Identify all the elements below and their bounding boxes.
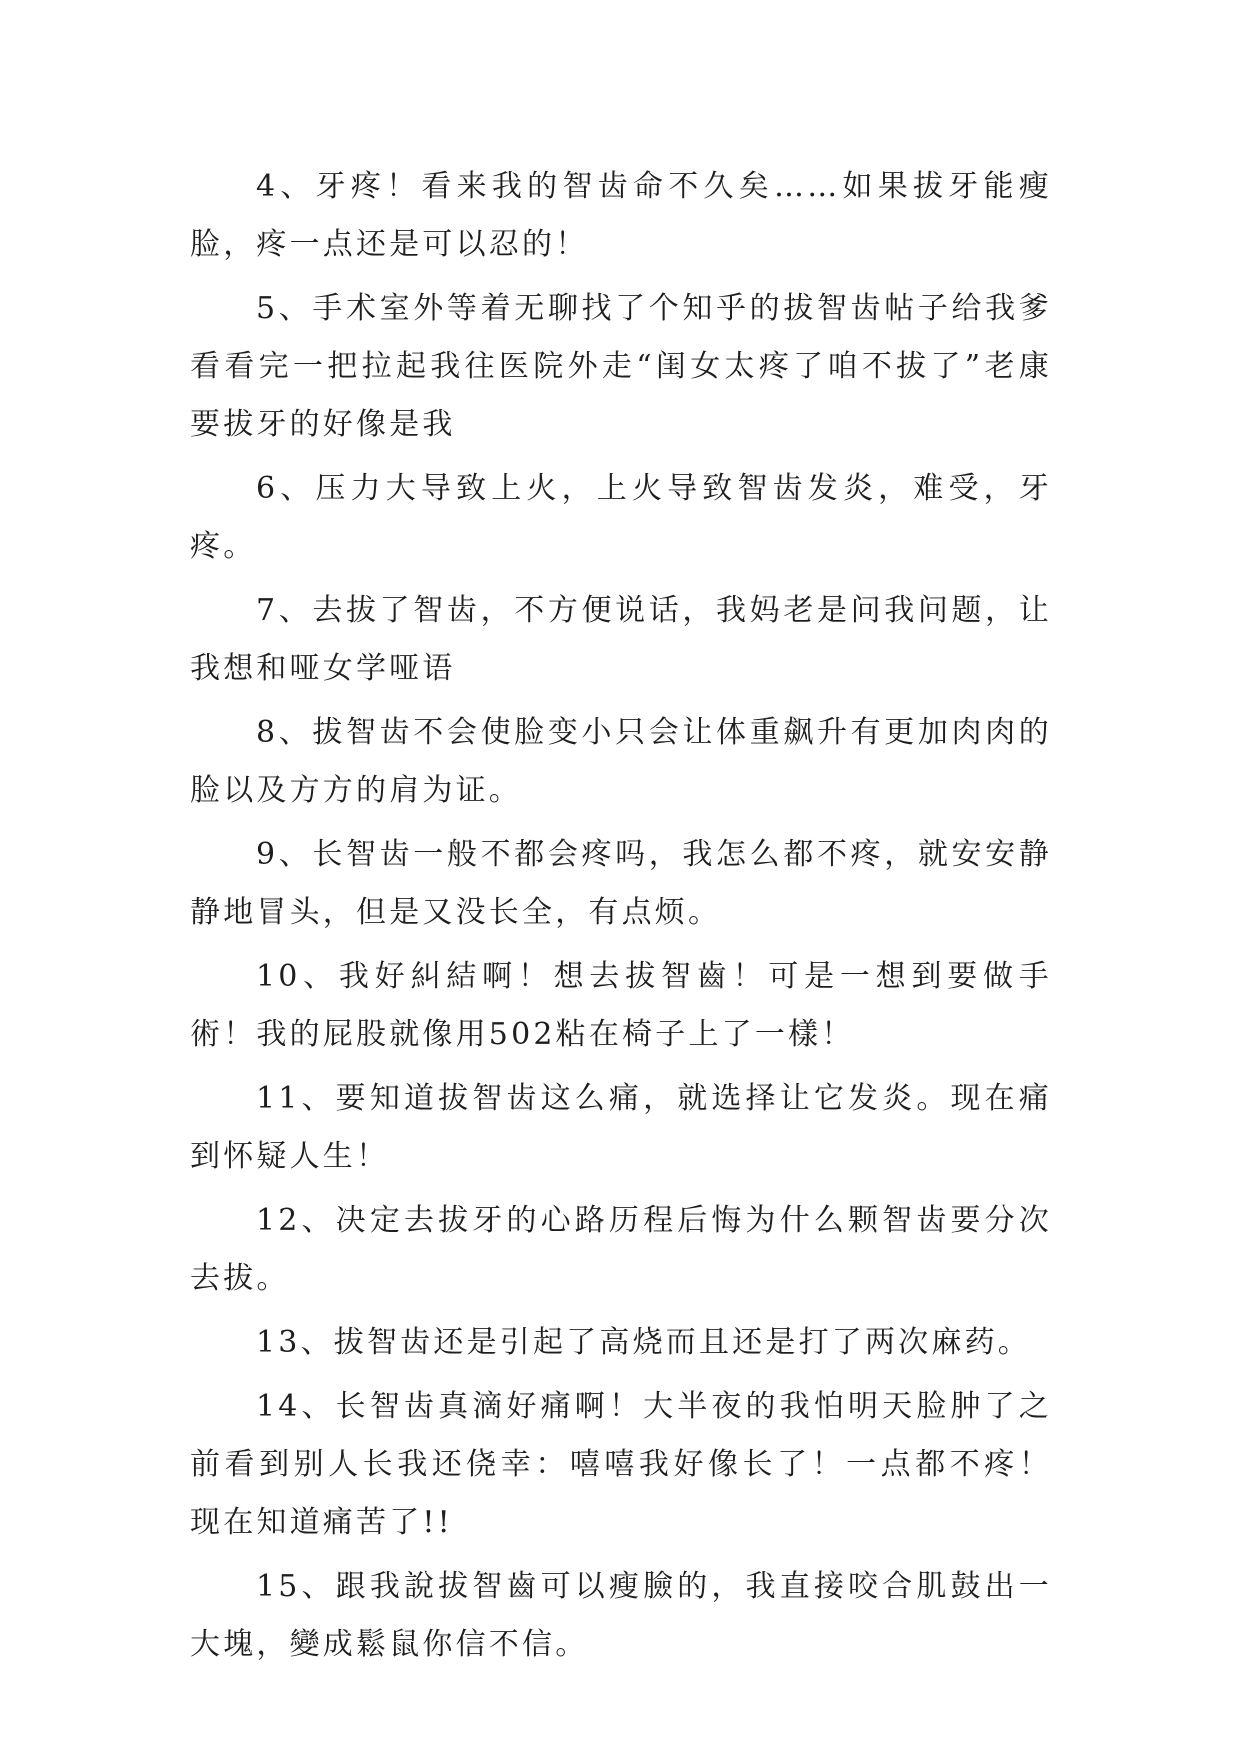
paragraph-8: 8、拔智齿不会使脸变小只会让体重飙升有更加肉肉的脸以及方方的肩为证。 [190,715,1052,808]
paragraph-6: 6、压力大导致上火，上火导致智齿发炎，难受，牙疼。 [190,471,1052,564]
paragraph-13: 13、拔智齿还是引起了高烧而且还是打了两次麻药。 [256,1325,1031,1360]
paragraph-15: 15、跟我說拔智齒可以瘦臉的，我直接咬合肌鼓出一大塊，變成鬆鼠你信不信。 [190,1569,1052,1662]
paragraph-4: 4、牙疼！看来我的智齿命不久矣……如果拔牙能瘦脸，疼一点还是可以忍的！ [190,169,1052,262]
document-body [190,158,1052,1680]
paragraph-14: 14、长智齿真滴好痛啊！大半夜的我怕明天脸肿了之前看到别人长我还侥幸：嘻嘻我好像长了！一点都不疼！现在知道痛苦了!! [190,1389,1052,1540]
paragraph-5: 5、手术室外等着无聊找了个知乎的拔智齿帖子给我爹看看完一把拉起我往医院外走“闺女太疼了咱不拔了”老康要拔牙的好像是我 [190,291,1052,442]
paragraph-12: 12、决定去拔牙的心路历程后悔为什么颗智齿要分次去拔。 [190,1203,1052,1296]
paragraph-7: 7、去拔了智齿，不方便说话，我妈老是问我问题，让我想和哑女学哑语 [190,593,1052,686]
paragraph-10: 10、我好糾結啊！想去拔智齒！可是一想到要做手術！我的屁股就像用502粘在椅子上了一樣！ [190,959,1052,1052]
paragraph-9: 9、长智齿一般不都会疼吗，我怎么都不疼，就安安静静地冒头，但是又没长全，有点烦。 [190,837,1052,930]
paragraph-11: 11、要知道拔智齿这么痛，就选择让它发炎。现在痛到怀疑人生！ [190,1081,1052,1174]
